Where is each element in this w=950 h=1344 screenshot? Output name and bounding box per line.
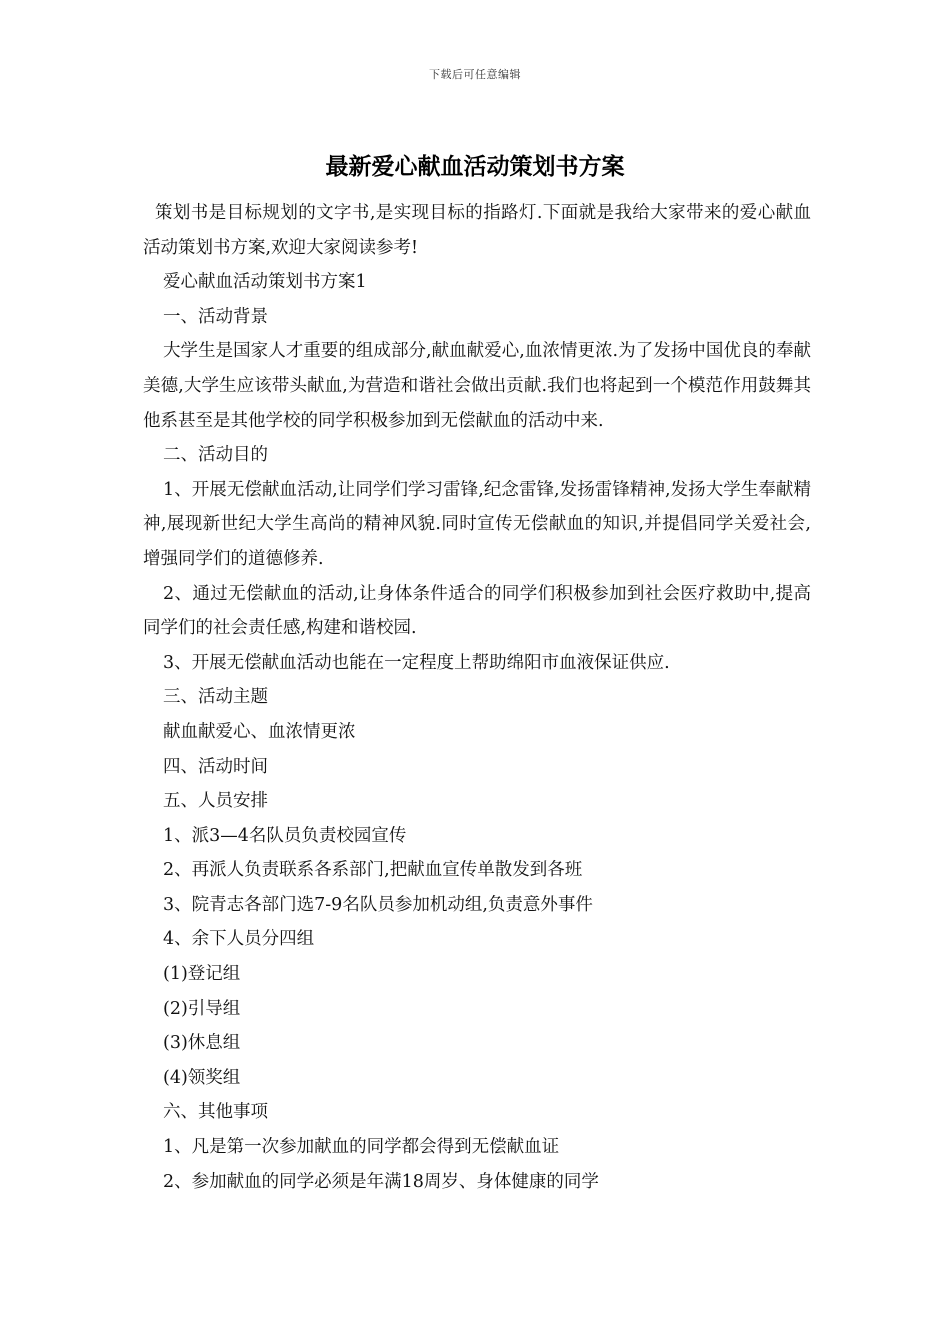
staff-subitem: (4)领奖组 [163, 1067, 241, 1088]
section-heading-other: 六、其他事项 [163, 1102, 268, 1123]
staff-subitem: (1)登记组 [163, 964, 241, 985]
section-heading-time: 四、活动时间 [163, 756, 268, 777]
theme-text: 献血献爱心、血浓情更浓 [163, 721, 356, 742]
purpose-item: 1、开展无偿献血活动,让同学们学习雷锋,纪念雷锋,发扬雷锋精神,发扬大学生奉献精神,展现新世纪大学生高尚的精神风貌.同时宣传无偿献血的知识,并提倡同学关爱社会,增强同学们的道德修养. [143, 479, 811, 569]
section-heading-staff: 五、人员安排 [163, 791, 268, 812]
section-heading-purpose: 二、活动目的 [163, 445, 268, 466]
page-header-note: 下载后可任意编辑 [429, 68, 521, 81]
section-heading-background: 一、活动背景 [163, 306, 268, 327]
staff-subitem: (2)引导组 [163, 998, 241, 1019]
purpose-item: 3、开展无偿献血活动也能在一定程度上帮助绵阳市血液保证供应. [163, 652, 670, 673]
staff-item: 3、院青志各部门选7-9名队员参加机动组,负责意外事件 [163, 894, 593, 915]
purpose-item: 2、通过无偿献血的活动,让身体条件适合的同学们积极参加到社会医疗救助中,提高同学们的社会责任感,构建和谐校园. [143, 583, 811, 639]
section-heading-theme: 三、活动主题 [163, 687, 268, 708]
other-item: 1、凡是第一次参加献血的同学都会得到无偿献血证 [163, 1137, 560, 1158]
staff-item: 4、余下人员分四组 [163, 929, 315, 950]
staff-item: 2、再派人负责联系各系部门,把献血宣传单散发到各班 [163, 860, 583, 881]
staff-item: 1、派3—4名队员负责校园宣传 [163, 825, 407, 846]
document-title: 最新爱心献血活动策划书方案 [325, 153, 625, 180]
document-body [143, 196, 811, 1199]
plan-heading: 爱心献血活动策划书方案1 [163, 272, 367, 293]
staff-subitem: (3)休息组 [163, 1033, 241, 1054]
intro-paragraph: 策划书是目标规划的文字书,是实现目标的指路灯.下面就是我给大家带来的爱心献血活动策划书方案,欢迎大家阅读参考! [143, 203, 811, 258]
background-paragraph: 大学生是国家人才重要的组成部分,献血献爱心,血浓情更浓.为了发扬中国优良的奉献美德,大学生应该带头献血,为营造和谐社会做出贡献.我们也将起到一个模范作用鼓舞其他系甚至是其他学校的同学积极参加到无偿献血的活动中来. [143, 341, 811, 431]
other-item: 2、参加献血的同学必须是年满18周岁、身体健康的同学 [163, 1171, 599, 1192]
